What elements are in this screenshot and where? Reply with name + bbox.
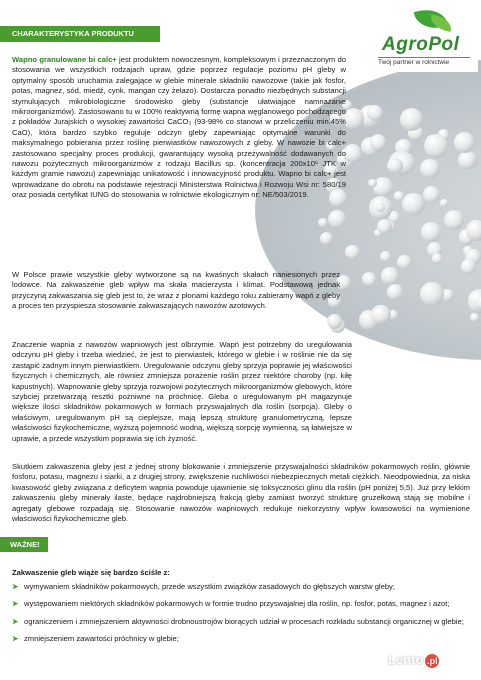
granule [376, 203, 385, 212]
product-description [12, 55, 346, 201]
granule [402, 193, 424, 215]
granule [370, 134, 387, 151]
warning-intro: Zakwaszenie gleb wiąże się bardzo ściśle z: [12, 568, 170, 577]
list-item: ➤ zmniejszeniem zawartości próchnicy w glebie; [12, 634, 179, 644]
list-item: ➤ wymywaniem składników pokarmowych, przede wszystkim związków zasadowych do głębszych warstw gleby; [12, 582, 395, 591]
lento-watermark: Lento .pl [388, 652, 438, 667]
paragraph-calcium-importance: Znaczenie wapnia z nawozów wapniowych jest olbrzymie. Wapń jest potrzebny do uregulowania odczynu pH gleby i trzeba wiedzieć, że jest to pierwiastek, którego w glebie i w roślinie nie da się zastąpić żadnym innym pierwiastkiem. Uregulowanie odczynu gleby sprzyja poprawie jej właściwości fizycznych i chemicznych, ale również zmniejsza porażenie roślin przez niektóre choroby (np. kiłę kapustnych). Wapnowanie gleby sprzyja rozwojowi pożytecznych mikroorganizmów glebowych, które szybciej przetwarzają resztki pożniwne na próchnicę. Gleba o uregulowanym pH magazynuje większe ilości składników pokarmowych w formach przyswajalnych dla roślin (sorpcja). Gleby o właściwym, uregulowanym pH są cieplejsze, mają lepszą strukturę granulometryczną, lepsze właściwości fizykochemiczne, wyższą pojemność wodną, większą sorpcję wymienną, są łatwiejsze w uprawie, a przede wszystkim poprawia się ich żyzność. [12, 340, 352, 443]
product-description-text: jest produktem nowoczesnym, kompleksowym i przeznaczonym do stosowania we wszystkich rodzajach upraw, gdzie poprzez regulacje poziomu pH gleby w optymalny sposób uruchamia zalegające w glebie minerale składniki nawozowe (takie jak fosfor, potas, magnez, sód, miedź, cynk, mangan czy żelazo). Dostarcza ponadto niezbędnych substancji stymulujących mikrobiologiczne środowisko gleby (substancje ułatwiające namnażanie mikroorganizmów). Zastosowano tu w 100% reaktywną formę wapna węglanowego pochodzącego z pokładów Jurajskich o wysokiej zawartości CaCO₃ (93-98% co stanowi w przeliczeniu min.45% CaO), która bardzo szybko reguluje odczyn gleby zapewniając optymalne warunki do maksymalnego pobierania przez roślinę pierwiastków nawozowych z gleby. W nawozie bi calc+ zastosowano specjalny proces produkcji, gwarantujący wysoką przeżywalność dodawanych do nawozu pożytecznych mikroorganizmów z rodzaju Bacillus sp. (koncentracja 200x10⁶ JTK w każdym gramie nawozu) zapewniając unikatowość i innowacyjność produktu. Wapno bi calc+ jest wprowadzane do obrotu na podstawie rejestracji Ministerstwa Rolnictwa i Rozwoju Wsi nr: 580/19 oraz posiada certyfikat IUNG do stosowania w rolnictwie ekologicznym nr: NE/503/2019. [12, 55, 346, 200]
arrow-icon: ➤ [12, 616, 19, 626]
leaf-icon-small [429, 14, 453, 32]
agropol-logo [368, 6, 478, 72]
granule [421, 222, 441, 242]
section-header: CHARAKTERYSTYKA PRODUKTU [0, 26, 160, 42]
watermark-dot: .pl [427, 655, 438, 666]
granule [345, 245, 359, 259]
logo-tagline: Twój partner w rolnictwie [378, 59, 450, 66]
granule [377, 219, 392, 234]
granule [420, 282, 444, 306]
arrow-icon: ➤ [12, 599, 19, 609]
granule [432, 253, 442, 263]
paragraph-soil-acidity: W Polsce prawie wszystkie gleby wytworzone są na kwaśnych skałach naniesionych przez lodowce. Na zakwaszenie gleb wpływ ma skała macierzysta i klimat. Podstawową jednak przyczyną zakwaszania się gleb jest to, że wraz z plonami każdego roku zabieramy wapń z gleby a proces ten przyspiesza stosowanie zakwaszających nawozów azotowych. [12, 270, 340, 311]
granule [343, 108, 364, 129]
warning-list [12, 582, 470, 652]
logo-divider [378, 57, 470, 58]
granule [381, 267, 399, 285]
granule [364, 274, 376, 286]
granule [397, 255, 412, 270]
granule [387, 158, 402, 173]
granule [368, 179, 376, 187]
granule [461, 259, 476, 274]
granule [371, 305, 391, 325]
granule [458, 151, 477, 170]
list-item: ➤ ograniczeniem i zmniejszeniem aktywności drobnoustrojów biorących udział w procesach rozkładu substancji organicznej w glebie; [12, 616, 464, 626]
warning-header: WAŻNE! [0, 537, 48, 552]
granule [423, 186, 440, 203]
arrow-icon: ➤ [12, 634, 19, 644]
paragraph-acidification-effects: Skutkiem zakwaszenia gleby jest z jednej strony blokowanie i zmniejszenie przyswajalności składników pokarmowych roślin, głównie fosforu, potasu, magnezu i siarki, a z drugiej strony, zwiększenie ruchliwości niebezpiecznych metali ciężkich. Nieodpowiednia, za niska kwasowość gleby związana z deficytem wapnia powoduje ujawnienie się toksyczności glinu dla roślin (pH poniżej 5,5). Już przy lekkim zakwaszeniu gleby minerały ilaste, będące najdrobniejszą frakcją gleby zamiast tworzyć strukturę gruzełkową stają się mobilne i agregaty glebowe rozpadają się. Stosowanie nawozów wapniowych redukuje niekorzystny wpływ kwasowości na wymienione właściwości fizykochemiczne gleb. [12, 462, 470, 524]
granule [470, 313, 479, 322]
granule [466, 220, 481, 241]
logo-name: AgroPol [382, 34, 460, 55]
arrow-icon: ➤ [12, 582, 19, 591]
granule [424, 134, 448, 158]
list-item: ➤ występowaniem niektórych składników pokarmowych w formie trudno przyswajalnej dla roślin, np. fosfor, potas, magnez i azot; [12, 599, 450, 609]
product-name-lead: Wapno granulowane bi calc+ [12, 55, 117, 64]
granule [320, 232, 333, 245]
